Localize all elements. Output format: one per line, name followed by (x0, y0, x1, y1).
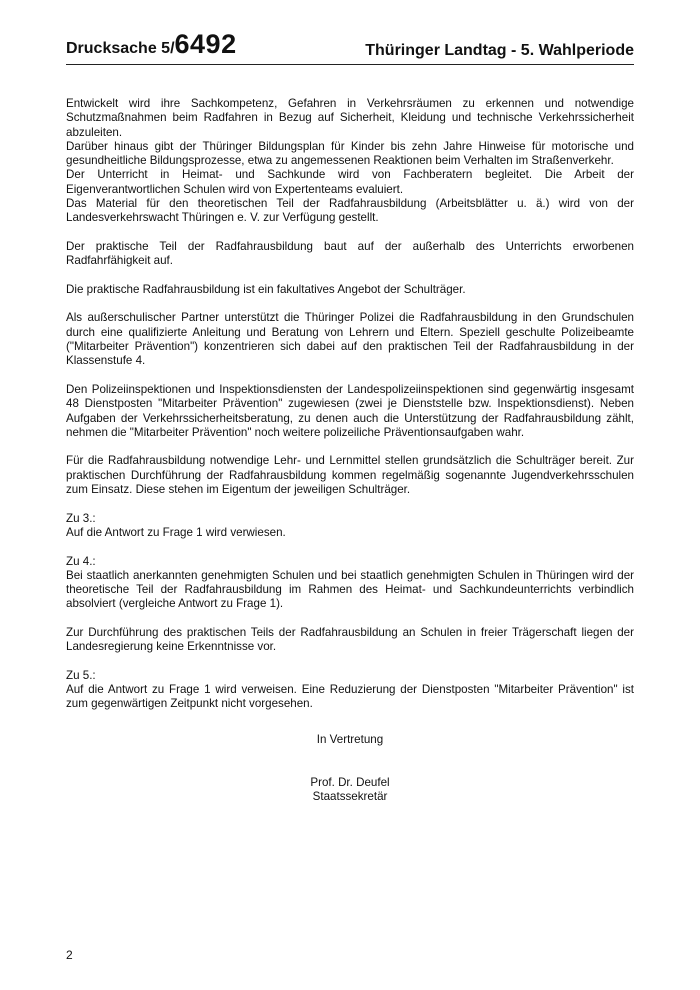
paragraph: Der praktische Teil der Radfahrausbildung baut auf der außerhalb des Unterrichts erworbenen Radfahrfähigkeit auf. (66, 239, 634, 268)
signature-title: Staatssekretär (312, 790, 388, 803)
section-answer-zu4-second: Zur Durchführung des praktischen Teils der Radfahrausbildung an Schulen in freier Trägerschaft liegen der Landesregierung keine Erkenntnisse vor. (66, 625, 634, 654)
section-heading-zu4: Zu 4.: (66, 554, 96, 568)
paragraph: Die praktische Radfahrausbildung ist ein fakultatives Angebot der Schulträger. (66, 282, 466, 296)
section-answer-zu4: Bei staatlich anerkannten genehmigten Schulen und bei staatlich genehmigten Schulen in Thüringen wird der theoretische Teil der Radfahrausbildung im Rahmen des Heimat- und Sachkundeunterrichts verbindlich absolviert (vergleiche Antwort zu Frage 1). (66, 568, 634, 611)
signature-in-vertretung: In Vertretung (316, 733, 384, 746)
paragraph: Für die Radfahrausbildung notwendige Lehr- und Lernmittel stellen grundsätzlich die Schulträger bereit. Zur praktischen Durchführung der Radfahrausbildung kommen regelmäßig sogenannte Jugendverkehrsschulen zum Einsatz. Diese stehen im Eigentum der jeweiligen Schulträger. (66, 454, 634, 497)
document-number (66, 29, 237, 60)
section-heading-zu5: Zu 5.: (66, 668, 96, 682)
paragraph: Das Material für den theoretischen Teil der Radfahrausbildung (Arbeitsblätter u. ä.) wird von der Landesverkehrswacht Thüringen e. V. zur Verfügung gestellt. (66, 197, 634, 225)
document-number-value: 6492 (174, 29, 237, 59)
paragraph: Entwickelt wird ihre Sachkompetenz, Gefahren in Verkehrsräumen zu erkennen und notwendige Schutzmaßnahmen beim Radfahren in Bezug auf Sicherheit, Kleidung und technische Verkehrssicherheit abzuleiten. (66, 97, 634, 139)
document-number-prefix: Drucksache 5/ (66, 40, 175, 57)
page-header (66, 30, 634, 65)
paragraph: Als außerschulischer Partner unterstützt die Thüringer Polizei die Radfahrausbildung in den Grundschulen durch eine qualifizierte Anleitung und Beratung von Lehrern und Eltern. Speziell geschulte Polizeibeamte ("Mitarbeiter Prävention") konzentrieren sich dabei auf den praktischen Teil der Radfahrausbildung in der Klassenstufe 4. (66, 311, 634, 368)
paragraph: Der Unterricht in Heimat- und Sachkunde wird von Fachberatern begleitet. Die Arbeit der Eigenverantwortlichen Schulen wird von Expertenteams evaluiert. (66, 168, 634, 196)
page-number: 2 (66, 948, 73, 962)
document-body (66, 97, 634, 726)
parliament-title: Thüringer Landtag - 5. Wahlperiode (365, 42, 634, 59)
section-answer-zu5: Auf die Antwort zu Frage 1 wird verweisen. Eine Reduzierung der Dienstposten "Mitarbeiter Prävention" ist zum gegenwärtigen Zeitpunkt nicht vorgesehen. (66, 683, 634, 711)
signature-name: Prof. Dr. Deufel (310, 776, 390, 789)
paragraph: Darüber hinaus gibt der Thüringer Bildungsplan für Kinder bis zehn Jahre Hinweise für motorische und gesundheitliche Bildungsprozesse, etwa zu angemessenen Reaktionen beim Verhalten im Straßenverkehr. (66, 139, 634, 168)
paragraph: Den Polizeiinspektionen und Inspektionsdiensten der Landespolizeiinspektionen sind gegenwärtig insgesamt 48 Dienstposten "Mitarbeiter Prävention" zugewiesen (zwei je Dienststelle bzw. Inspektionsdienst). Neben Aufgaben der Verkehrssicherheitsberatung, zu denen auch die Unterstützung der Radfahrausbildung zählt, nehmen die "Mitarbeiter Prävention" noch weitere polizeiliche Präventionsaufgaben wahr. (66, 382, 634, 439)
section-answer-zu3: Auf die Antwort zu Frage 1 wird verwiesen. (66, 525, 286, 539)
section-heading-zu3: Zu 3.: (66, 511, 96, 525)
